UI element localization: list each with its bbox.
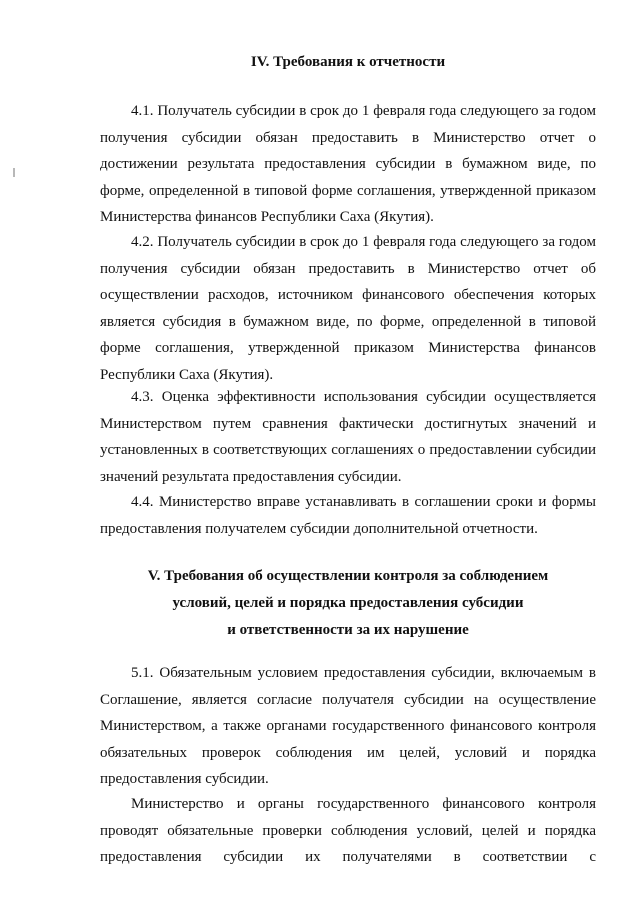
section-5-heading-line-3: и ответственности за их нарушение bbox=[227, 622, 469, 638]
paragraph-5-2: Министерство и органы государственного финансового контроля проводят обязательные проверки соблюдения условий, целей и порядка предоставления субсидии их получателями в соответствии с bbox=[100, 796, 596, 865]
section-5-heading-line-1: V. Требования об осуществлении контроля за соблюдением bbox=[147, 568, 549, 584]
paragraph-5-1: 5.1. Обязательным условием предоставления субсидии, включаемым в Соглашение, является согласие получателя субсидии на осуществление Министерством, а также органами государственного финансового контроля обязательных проверок соблюдения им целей, условий и порядка предоставления субсидии. bbox=[100, 665, 596, 787]
paragraph-4-1: 4.1. Получатель субсидии в срок до 1 февраля года следующего за годом получения субсидии обязан предоставить в Министерство отчет о достижении результата предоставления субсидии в бумажном виде, по форме, определенной в типовой форме соглашения, утвержденной приказом Министерства финансов Республики Саха (Якутия). bbox=[100, 103, 596, 225]
paragraph-4-3: 4.3. Оценка эффективности использования субсидии осуществляется Министерством путем сравнения фактически достигнутых значений и установленных в соответствующих соглашениях о предоставлении субсидии значений результата предоставления субсидии. bbox=[100, 389, 596, 485]
section-5-heading-line-2: условий, целей и порядка предоставления субсидии bbox=[172, 595, 524, 611]
section-4-heading: IV. Требования к отчетности bbox=[250, 54, 446, 70]
paragraph-4-2: 4.2. Получатель субсидии в срок до 1 февраля года следующего за годом получения субсидии обязан предоставить в Министерство отчет об осуществлении расходов, источником финансового обеспечения которых является субсидия в бумажном виде, по форме, определенной в типовой форме соглашения, утвержденной приказом Министерства финансов Республики Саха (Якутия). bbox=[100, 234, 596, 383]
paragraph-4-4: 4.4. Министерство вправе устанавливать в соглашении сроки и формы предоставления получателем субсидии дополнительной отчетности. bbox=[100, 494, 596, 537]
margin-mark bbox=[13, 168, 15, 177]
